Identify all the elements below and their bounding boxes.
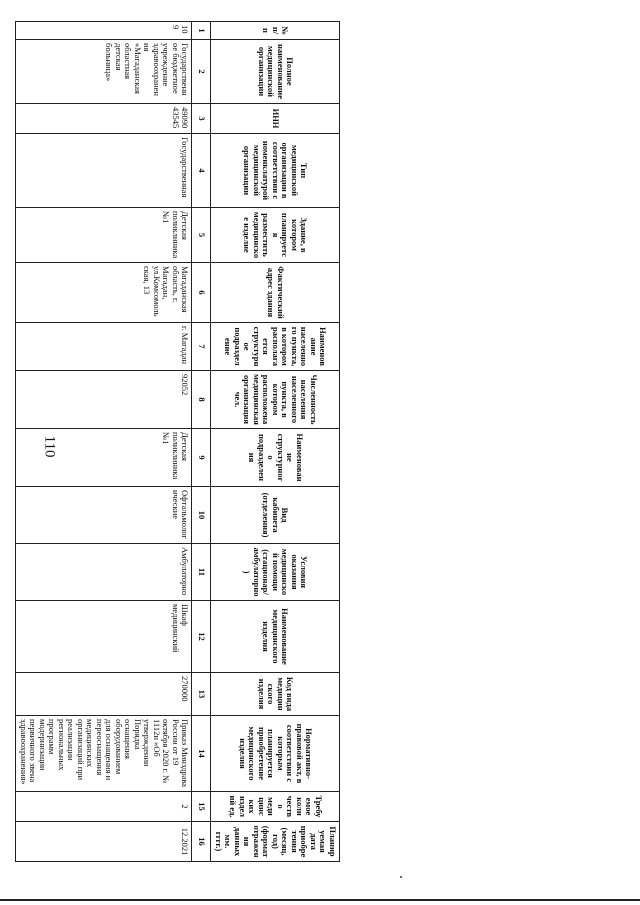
column-number-row xyxy=(192,22,211,862)
header-cell: Полное наименование медицинской организации xyxy=(211,40,340,104)
row-number: 109 xyxy=(16,22,192,40)
header-cell: ИНН xyxy=(211,104,340,134)
column-number: 2 xyxy=(192,40,211,104)
care-conditions: Амбулаторно xyxy=(16,544,192,601)
column-number: 13 xyxy=(192,673,211,716)
header-cell: Наименование структурного подразделения xyxy=(211,429,340,487)
inn: 4909043545 xyxy=(16,104,192,134)
organization-name: Государственное бюджетное учреждение здравоохранения «Магаданская областная детская больница» xyxy=(16,40,192,104)
header-cell: Фактический адрес здания xyxy=(211,263,340,323)
header-cell: Вид кабинета (отделения) xyxy=(211,487,340,544)
header-cell: Тип медицинской организации в соответствии с номенклатурой медицинской организации xyxy=(211,134,340,208)
header-cell: Наименование населенного пункта, в котором располагается структурное подразделение xyxy=(211,323,340,371)
header-cell: Здание, в котором планируется разместить медицинское изделие xyxy=(211,208,340,263)
quantity: 2 xyxy=(16,792,192,822)
column-number: 3 xyxy=(192,104,211,134)
header-cell: Нормативно- правовой акт, в соответствии с которым планируется приобретение медицинского изделия xyxy=(211,716,340,792)
column-number: 9 xyxy=(192,429,211,487)
settlement: г. Магадан xyxy=(16,323,192,371)
page-number: 110 xyxy=(41,435,58,458)
header-cell: Требуемое количество медицинских изделий ед. xyxy=(211,792,340,822)
column-number: 6 xyxy=(192,263,211,323)
column-number: 12 xyxy=(192,601,211,673)
column-number: 5 xyxy=(192,208,211,263)
column-number: 8 xyxy=(192,371,211,429)
column-number: 16 xyxy=(192,822,211,862)
column-number: 14 xyxy=(192,716,211,792)
column-number: 11 xyxy=(192,544,211,601)
office-type: Офтальмологические xyxy=(16,487,192,544)
subdivision: Детская поликлиника №1 xyxy=(16,429,192,487)
device-code: 270000 xyxy=(16,673,192,716)
address: Магаданская область, г. Магадан, ул.Комсомольская, 13 xyxy=(16,263,192,323)
column-number: 10 xyxy=(192,487,211,544)
organization-type: Государственная xyxy=(16,134,192,208)
header-cell: № п/п xyxy=(211,22,340,40)
header-cell: Планируемая дата приобретения (месяц, год) (формат отражения данных мм. гггг.) xyxy=(211,822,340,862)
table-row xyxy=(16,22,192,862)
column-number: 7 xyxy=(192,323,211,371)
header-cell: Наименование медицинского изделия xyxy=(211,601,340,673)
building: Детская поликлиника №1 xyxy=(16,208,192,263)
population: 92052 xyxy=(16,371,192,429)
column-number: 1 xyxy=(192,22,211,40)
page-bottom-line xyxy=(0,899,640,901)
legal-act: Приказ Минздрава России от 19 октября 2020 г. № 1112н «Об утверждении Порядка оснащения оборудованием для оснащения и переоснащения медицинских организаций при реализации региональных программ модернизации первичного звена здравоохранения» xyxy=(16,716,192,792)
column-number: 15 xyxy=(192,792,211,822)
header-cell: Условия оказания медицинской помощи (стационар/амбулаторно) xyxy=(211,544,340,601)
column-number: 4 xyxy=(192,134,211,208)
header-cell: Численность населения населенного пункта, в котором расположена медицинская организация чел. xyxy=(211,371,340,429)
purchase-date: 12.2021 xyxy=(16,822,192,862)
scan-speck xyxy=(400,876,402,878)
header-cell: Код вида медицинского изделия xyxy=(211,673,340,716)
header-row xyxy=(211,22,340,862)
device-name: Шкаф медицинский xyxy=(16,601,192,673)
equipment-table xyxy=(15,21,340,862)
